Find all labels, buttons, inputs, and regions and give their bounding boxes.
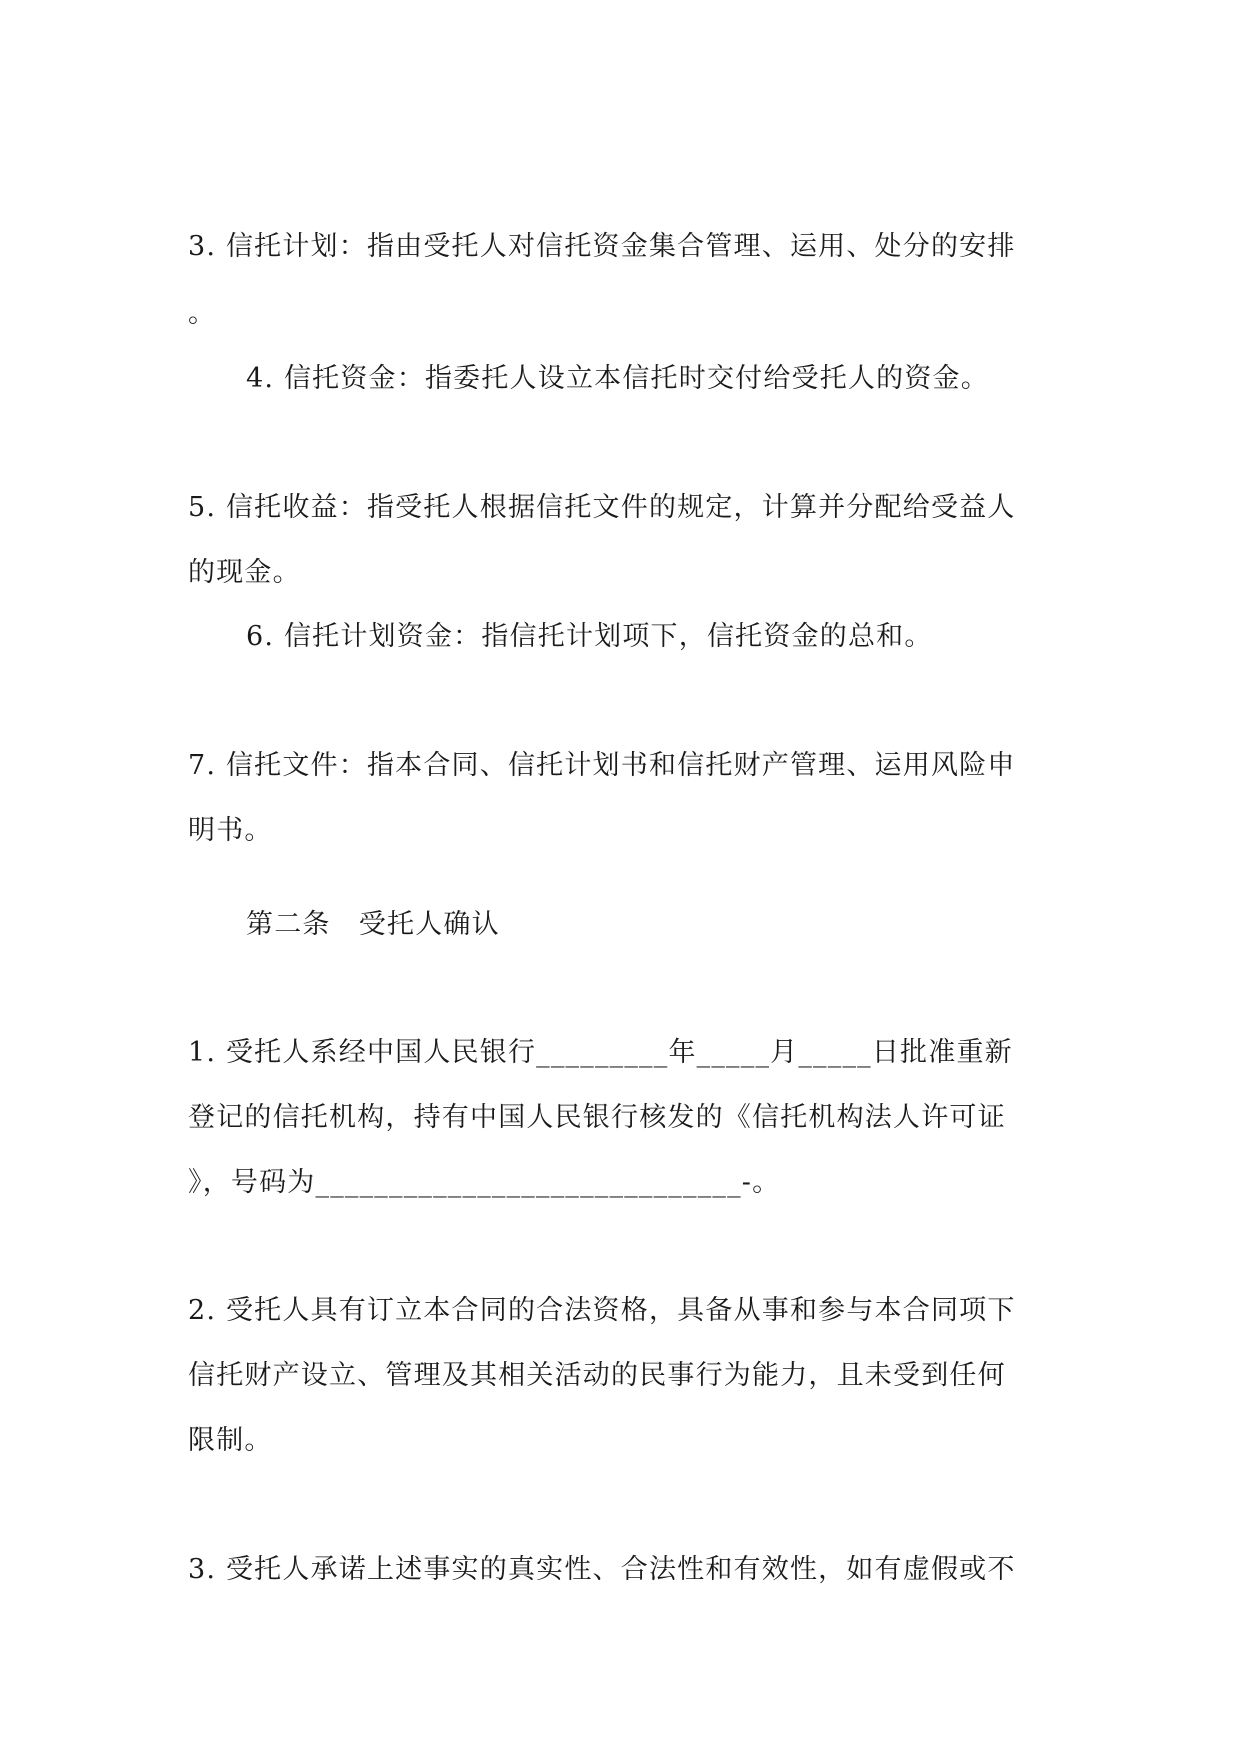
text-line: 6. 信托计划资金：指信托计划项下，信托资金的总和。	[246, 621, 933, 652]
text-line: 2. 受托人具有订立本合同的合法资格，具备从事和参与本合同项下	[188, 1295, 1016, 1326]
text-line: 信托财产设立、管理及其相关活动的民事行为能力，且未受到任何	[188, 1360, 1006, 1391]
text-line: 登记的信托机构，持有中国人民银行核发的《信托机构法人许可证	[188, 1102, 1006, 1133]
text-line: 1. 受托人系经中国人民银行_________年_____月_____日批准重新	[188, 1037, 1013, 1068]
text-line: 》，号码为_____________________________-。	[188, 1167, 781, 1198]
text-line: 5. 信托收益：指受托人根据信托文件的规定，计算并分配给受益人	[188, 492, 1016, 523]
text-line: 3. 信托计划：指由受托人对信托资金集合管理、运用、处分的安排	[188, 231, 1016, 262]
text-line: 明书。	[188, 815, 273, 846]
section-heading: 第二条 受托人确认	[246, 909, 500, 940]
text-line: 7. 信托文件：指本合同、信托计划书和信托财产管理、运用风险申	[188, 750, 1016, 781]
text-line: 3. 受托人承诺上述事实的真实性、合法性和有效性，如有虚假或不	[188, 1554, 1016, 1585]
text-line: 限制。	[188, 1425, 273, 1456]
text-line: 的现金。	[188, 557, 301, 588]
text-line: 4. 信托资金：指委托人设立本信托时交付给受托人的资金。	[246, 363, 989, 394]
text-line: 。	[188, 298, 217, 329]
